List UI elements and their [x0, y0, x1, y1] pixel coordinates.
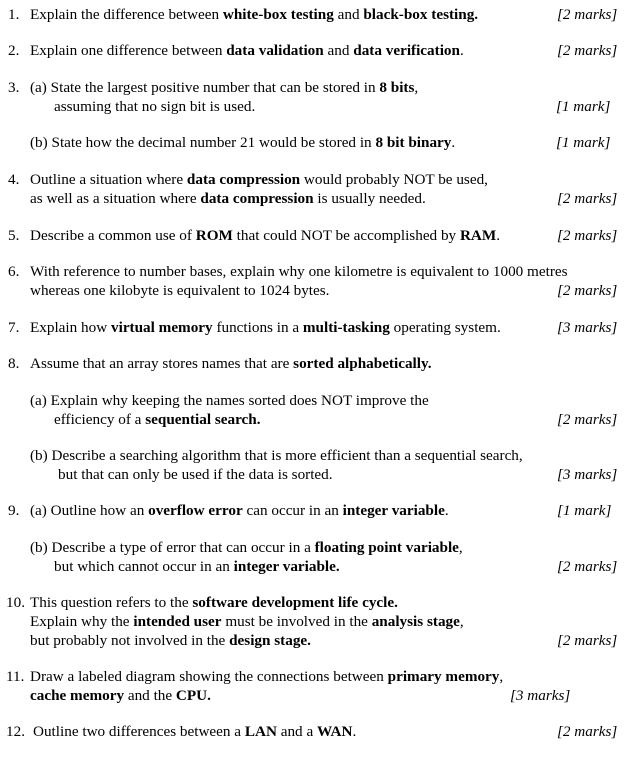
question-block	[0, 133, 629, 173]
question-text-line: (b) State how the decimal number 21 would be stored in 8 bit binary.	[30, 134, 456, 151]
marks-label: [3 marks]	[557, 319, 618, 336]
emphasis-term: data compression	[200, 190, 314, 207]
question-text-line: Explain the difference between white-box testing and black-box testing.	[30, 6, 479, 23]
question-block	[0, 226, 629, 266]
question-text-line: efficiency of a sequential search.	[54, 411, 261, 428]
question-number: 3.	[8, 79, 20, 96]
question-block	[0, 354, 629, 394]
question-text-line: Assume that an array stores names that are sorted alphabetically.	[30, 355, 432, 372]
question-block	[0, 170, 629, 210]
emphasis-term: data verification	[353, 42, 460, 59]
emphasis-term: analysis stage	[371, 613, 460, 630]
question-number: 8.	[8, 355, 20, 372]
emphasis-term: sorted alphabetically.	[293, 355, 432, 372]
question-text-line: whereas one kilobyte is equivalent to 1024 bytes.	[30, 282, 330, 299]
marks-label: [1 mark]	[557, 502, 612, 519]
question-block	[0, 722, 629, 762]
emphasis-term: 8 bit binary	[375, 134, 452, 151]
emphasis-term: data validation	[226, 42, 324, 59]
marks-label: [2 marks]	[557, 411, 618, 428]
question-block	[0, 391, 629, 431]
question-text-line: as well as a situation where data compression is usually needed.	[30, 190, 426, 207]
emphasis-term: primary memory	[387, 668, 500, 685]
question-number: 4.	[8, 171, 20, 188]
marks-label: [2 marks]	[557, 558, 618, 575]
question-number: 6.	[8, 263, 20, 280]
question-block	[0, 78, 629, 118]
question-text-line: (a) State the largest positive number that can be stored in 8 bits,	[30, 79, 419, 96]
question-number: 7.	[8, 319, 20, 336]
question-text-line: Explain how virtual memory functions in a multi-tasking operating system.	[30, 319, 501, 336]
emphasis-term: ROM	[195, 227, 233, 244]
question-number: 12.	[6, 723, 25, 740]
emphasis-term: intended user	[133, 613, 222, 630]
question-block	[0, 593, 629, 649]
marks-label: [2 marks]	[557, 42, 618, 59]
question-number: 10.	[6, 594, 25, 611]
emphasis-term: design stage.	[229, 632, 311, 649]
emphasis-term: floating point variable	[314, 539, 459, 556]
question-text-line: but which cannot occur in an integer variable.	[54, 558, 340, 575]
question-text-line: but probably not involved in the design stage.	[30, 632, 311, 649]
emphasis-term: CPU.	[175, 687, 211, 704]
emphasis-term: white-box testing	[222, 6, 334, 23]
marks-label: [2 marks]	[557, 190, 618, 207]
question-text-line: Explain why the intended user must be involved in the analysis stage,	[30, 613, 464, 630]
marks-label: [2 marks]	[557, 632, 618, 649]
emphasis-term: integer variable	[342, 502, 445, 519]
emphasis-term: multi-tasking	[302, 319, 390, 336]
emphasis-term: integer variable.	[233, 558, 340, 575]
question-block	[0, 501, 629, 541]
question-text-line: but that can only be used if the data is sorted.	[58, 466, 333, 483]
question-text-line: (b) Describe a searching algorithm that is more efficient than a sequential search,	[30, 447, 523, 464]
question-number: 11.	[6, 668, 25, 685]
marks-label: [1 mark]	[556, 98, 611, 115]
question-number: 9.	[8, 502, 20, 519]
marks-label: [1 mark]	[556, 134, 611, 151]
question-block	[0, 41, 629, 81]
question-text-line: (a) Outline how an overflow error can occur in an integer variable.	[30, 502, 449, 519]
marks-label: [2 marks]	[557, 282, 618, 299]
emphasis-term: RAM	[459, 227, 497, 244]
question-text-line: (a) Explain why keeping the names sorted does NOT improve the	[30, 392, 429, 409]
question-text-line: Draw a labeled diagram showing the connections between primary memory,	[30, 668, 504, 685]
question-number: 1.	[8, 6, 20, 23]
question-number: 2.	[8, 42, 20, 59]
emphasis-term: sequential search.	[145, 411, 261, 428]
emphasis-term: overflow error	[148, 502, 243, 519]
question-text-line: With reference to number bases, explain why one kilometre is equivalent to 1000 metres	[30, 263, 568, 280]
question-block	[0, 667, 629, 707]
question-block	[0, 538, 629, 578]
question-text-line: Describe a common use of ROM that could NOT be accomplished by RAM.	[30, 227, 501, 244]
emphasis-term: cache memory	[30, 687, 125, 704]
marks-label: [2 marks]	[557, 6, 618, 23]
marks-label: [2 marks]	[557, 723, 618, 740]
question-block	[0, 262, 629, 302]
question-block	[0, 318, 629, 358]
emphasis-term: virtual memory	[111, 319, 213, 336]
question-text-line: cache memory and the CPU.	[30, 687, 211, 704]
question-text-line: Outline a situation where data compression would probably NOT be used,	[30, 171, 488, 188]
emphasis-term: WAN	[316, 723, 353, 740]
question-number: 5.	[8, 227, 20, 244]
emphasis-term: black-box testing.	[363, 6, 479, 23]
marks-label: [2 marks]	[557, 227, 618, 244]
question-text-line: assuming that no sign bit is used.	[54, 98, 256, 115]
emphasis-term: 8 bits	[379, 79, 415, 96]
question-text-line: Explain one difference between data validation and data verification.	[30, 42, 464, 59]
question-text-line: (b) Describe a type of error that can occur in a floating point variable,	[30, 539, 463, 556]
question-block	[0, 446, 629, 486]
marks-label: [3 marks]	[557, 466, 618, 483]
question-text-line: This question refers to the software development life cycle.	[30, 594, 398, 611]
emphasis-term: LAN	[244, 723, 277, 740]
emphasis-term: software development life cycle.	[192, 594, 398, 611]
emphasis-term: data compression	[186, 171, 301, 188]
question-text-line: Outline two differences between a LAN and a WAN.	[33, 723, 357, 740]
question-block	[0, 5, 629, 45]
marks-label: [3 marks]	[510, 687, 571, 704]
